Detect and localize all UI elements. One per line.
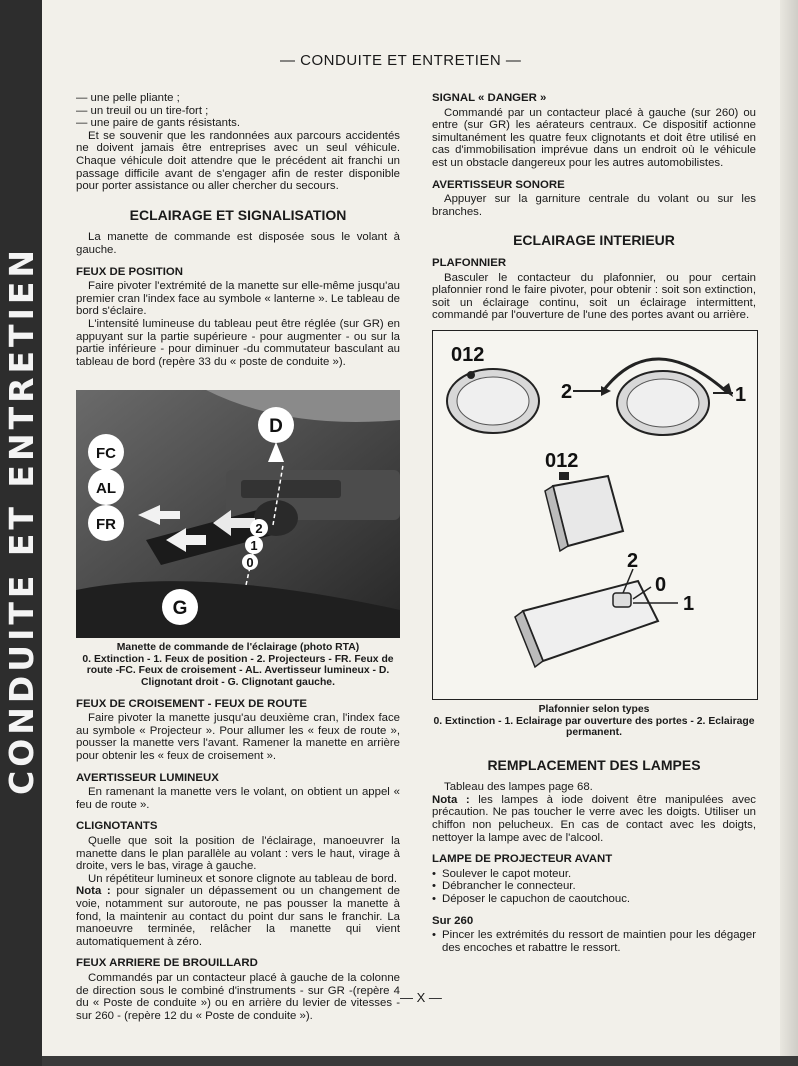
label-fc: FC — [96, 445, 116, 463]
paragraph-position-1: Faire pivoter l'extrémité de la manette sur elle-même jusqu'au premier cran l'index face au symbole « lanterne ». Le tableau de bord s'éclaire. — [76, 280, 400, 318]
right-column — [432, 92, 756, 954]
page-number: — X — — [400, 990, 442, 1005]
label-al: AL — [96, 480, 116, 498]
heading-eclairage-interieur: ECLAIRAGE INTERIEUR — [513, 232, 675, 249]
page-header: — CONDUITE ET ENTRETIEN — — [280, 52, 522, 69]
paragraph-brouillard: Commandés par un contacteur placé à gauche de la colonne de direction sous le combiné d'instruments - sur GR -(repère 4 du « Poste de conduite ») ou en arrière du levier de vitesses - sur 260 - (repère 12 du « Poste de conduite »). — [76, 971, 400, 1022]
figure-caption-text: 0. Extinction - 1. Eclairage par ouverture des portes - 2. Eclairage permanent. — [433, 715, 755, 739]
spine-title-wrap — [2, 240, 40, 800]
list-item: • Pincer les extrémités du ressort de maintien pour les dégager des encoches et rabattre le ressort. — [432, 929, 756, 954]
heading-avertisseur-lumineux: AVERTISSEUR LUMINEUX — [76, 771, 219, 784]
lighting-stalk-photo — [76, 390, 400, 638]
heading-avertisseur-sonore: AVERTISSEUR SONORE — [432, 178, 565, 191]
long-lamp-label-0: 0 — [655, 573, 667, 596]
plafonnier-figure — [432, 330, 758, 700]
round-lamp-label-2: 2 — [561, 380, 573, 403]
photo-caption-text: 0. Extinction - 1. Feux de position - 2. Projecteurs - FR. Feux de route -FC. Feux de croisement - AL. Avertisseur lumineux - D. Clignotant droit - G. Clignotant gauche. — [82, 653, 394, 689]
label-fr: FR — [96, 516, 116, 534]
list-item: • Déposer le capuchon de caoutchouc. — [432, 893, 756, 906]
round-lamp-label-1: 1 — [735, 383, 747, 406]
paragraph-position-2: L'intensité lumineuse du tableau peut être réglée (sur GR) en appuyant sur la partie supérieure - pour augmenter - ou sur la partie inférieure - pour diminuer -du commutateur basculant au tableau de bord (repère 33 du « poste de conduite »). — [76, 317, 400, 368]
label-position-2: 2 — [255, 521, 263, 537]
paragraph-clignotants-2: Un répétiteur lumineux et sonore clignote au tableau de bord. — [88, 872, 398, 885]
heading-plafonnier: PLAFONNIER — [432, 256, 507, 269]
paragraph-nota-clignotants — [76, 885, 400, 948]
heading-feux-position: FEUX DE POSITION — [76, 265, 183, 278]
plafonnier-illustration — [433, 331, 757, 699]
long-lamp-label-2: 2 — [627, 549, 639, 572]
label-d: D — [269, 416, 283, 438]
label-position-1: 1 — [250, 538, 258, 554]
heading-eclairage-signalisation: ECLAIRAGE ET SIGNALISATION — [129, 206, 347, 223]
long-lamp-label-1: 1 — [683, 592, 695, 615]
page-spine — [0, 0, 42, 1066]
photo-caption-title: Manette de commande de l'éclairage (photo RTA) — [116, 642, 360, 654]
nota-text: les lampes à iode doivent être manipulées avec précaution. Ne pas toucher le verre avec les doigts. Utiliser un chiffon non pelucheux. En cas de contact avec les doigts, nettoyer la lampe avec de l'alcool. — [432, 793, 756, 844]
list-item: — une pelle pliante ; — [76, 92, 180, 104]
paragraph-tableau-lampes: Tableau des lampes page 68. — [444, 781, 593, 794]
paragraph-manette: La manette de commande est disposée sous le volant à gauche. — [76, 231, 400, 256]
paragraph-nota-lampes — [432, 794, 756, 844]
heading-remplacement-lampes: REMPLACEMENT DES LAMPES — [487, 756, 701, 773]
nota-label: Nota : — [432, 793, 470, 806]
heading-brouillard: FEUX ARRIERE DE BROUILLARD — [76, 957, 258, 970]
paragraph-intro: Et se souvenir que les randonnées aux parcours accidentés ne doivent jamais être entreprises avec un seul véhicule. Chaque véhicule doit attendre que le précédent ait franchi un passage difficile avant de s'engager afin de rester disponible pour porter assistance ou aller chercher du secours. — [76, 129, 400, 193]
paragraph-clignotants-1: Quelle que soit la position de l'éclairage, manoeuvrer la manette dans le plan parallèle au volant : vers le haut, virage à droite, vers le bas, virage à gauche. — [76, 835, 400, 873]
nota-label: Nota : — [76, 885, 111, 898]
heading-clignotants: CLIGNOTANTS — [76, 820, 158, 833]
paragraph-avertisseur-lumineux: En ramenant la manette vers le volant, on obtient un appel « feu de route ». — [76, 786, 400, 811]
paragraph-signal-danger: Commandé par un contacteur placé à gauche (sur 260) ou entre (sur GR) les aérateurs centraux. Ce dispositif actionne simultanément les quatre feux clignotants et doit être utilisé en cas d'immobilisation imprévue dans un endroit où le véhicule est un obstacle dangereux pour les autres automobilistes. — [432, 106, 756, 169]
paragraph-avertisseur-sonore: Appuyer sur la garniture centrale du volant ou sur les branches. — [432, 193, 756, 218]
heading-lampe-projecteur: LAMPE DE PROJECTEUR AVANT — [432, 853, 613, 866]
list-item: • Débrancher le connecteur. — [432, 880, 756, 893]
paragraph-plafonnier: Basculer le contacteur du plafonnier, ou pour certain plafonnier rond le faire pivoter, pour obtenir : soit son extinction, soit un éclairage continu, soit un éclairage intermittent, commandé par l'ouverture de l'une des portes avant ou arrière. — [432, 271, 756, 322]
list-item: — une paire de gants résistants. — [76, 117, 240, 130]
page-edge — [780, 0, 798, 1066]
spine-title: CONDUITE ET ENTRETIEN — [1, 245, 41, 795]
page-bottom-band — [42, 1056, 798, 1066]
paragraph-croisement: Faire pivoter la manette jusqu'au deuxième cran, l'index face au symbole « Projecteur ». Pour allumer les « feux de route », pousser la manette vers l'avant. Ramener la manette en arrière pour obtenir les « feux de croisement ». — [76, 712, 400, 763]
photo-caption — [76, 642, 400, 688]
heading-sur-260: Sur 260 — [432, 914, 474, 927]
heading-feux-croisement: FEUX DE CROISEMENT - FEUX DE ROUTE — [76, 697, 307, 710]
figure-caption-title: Plafonnier selon types — [538, 703, 650, 715]
heading-signal-danger: SIGNAL « DANGER » — [432, 92, 547, 104]
nota-text: pour signaler un dépassement ou un changement de voie, notamment sur autoroute, ne pas pousser la manette à fond, la maintenir au contact du point dur sans le franchir. La manoeuvre terminée, relâcher la manette qui vient automatiquement à zéro. — [76, 885, 400, 948]
round-lamp-label-012: 012 — [451, 343, 485, 366]
rect-lamp-label-012: 012 — [545, 449, 579, 472]
list-item: — un treuil ou un tire-fort ; — [76, 104, 209, 117]
left-column — [76, 92, 400, 1022]
figure-caption — [432, 704, 756, 739]
label-position-0: 0 — [246, 555, 254, 571]
label-g: G — [172, 598, 188, 620]
list-item: • Soulever le capot moteur. — [432, 868, 756, 881]
lighting-stalk-illustration — [76, 390, 400, 638]
